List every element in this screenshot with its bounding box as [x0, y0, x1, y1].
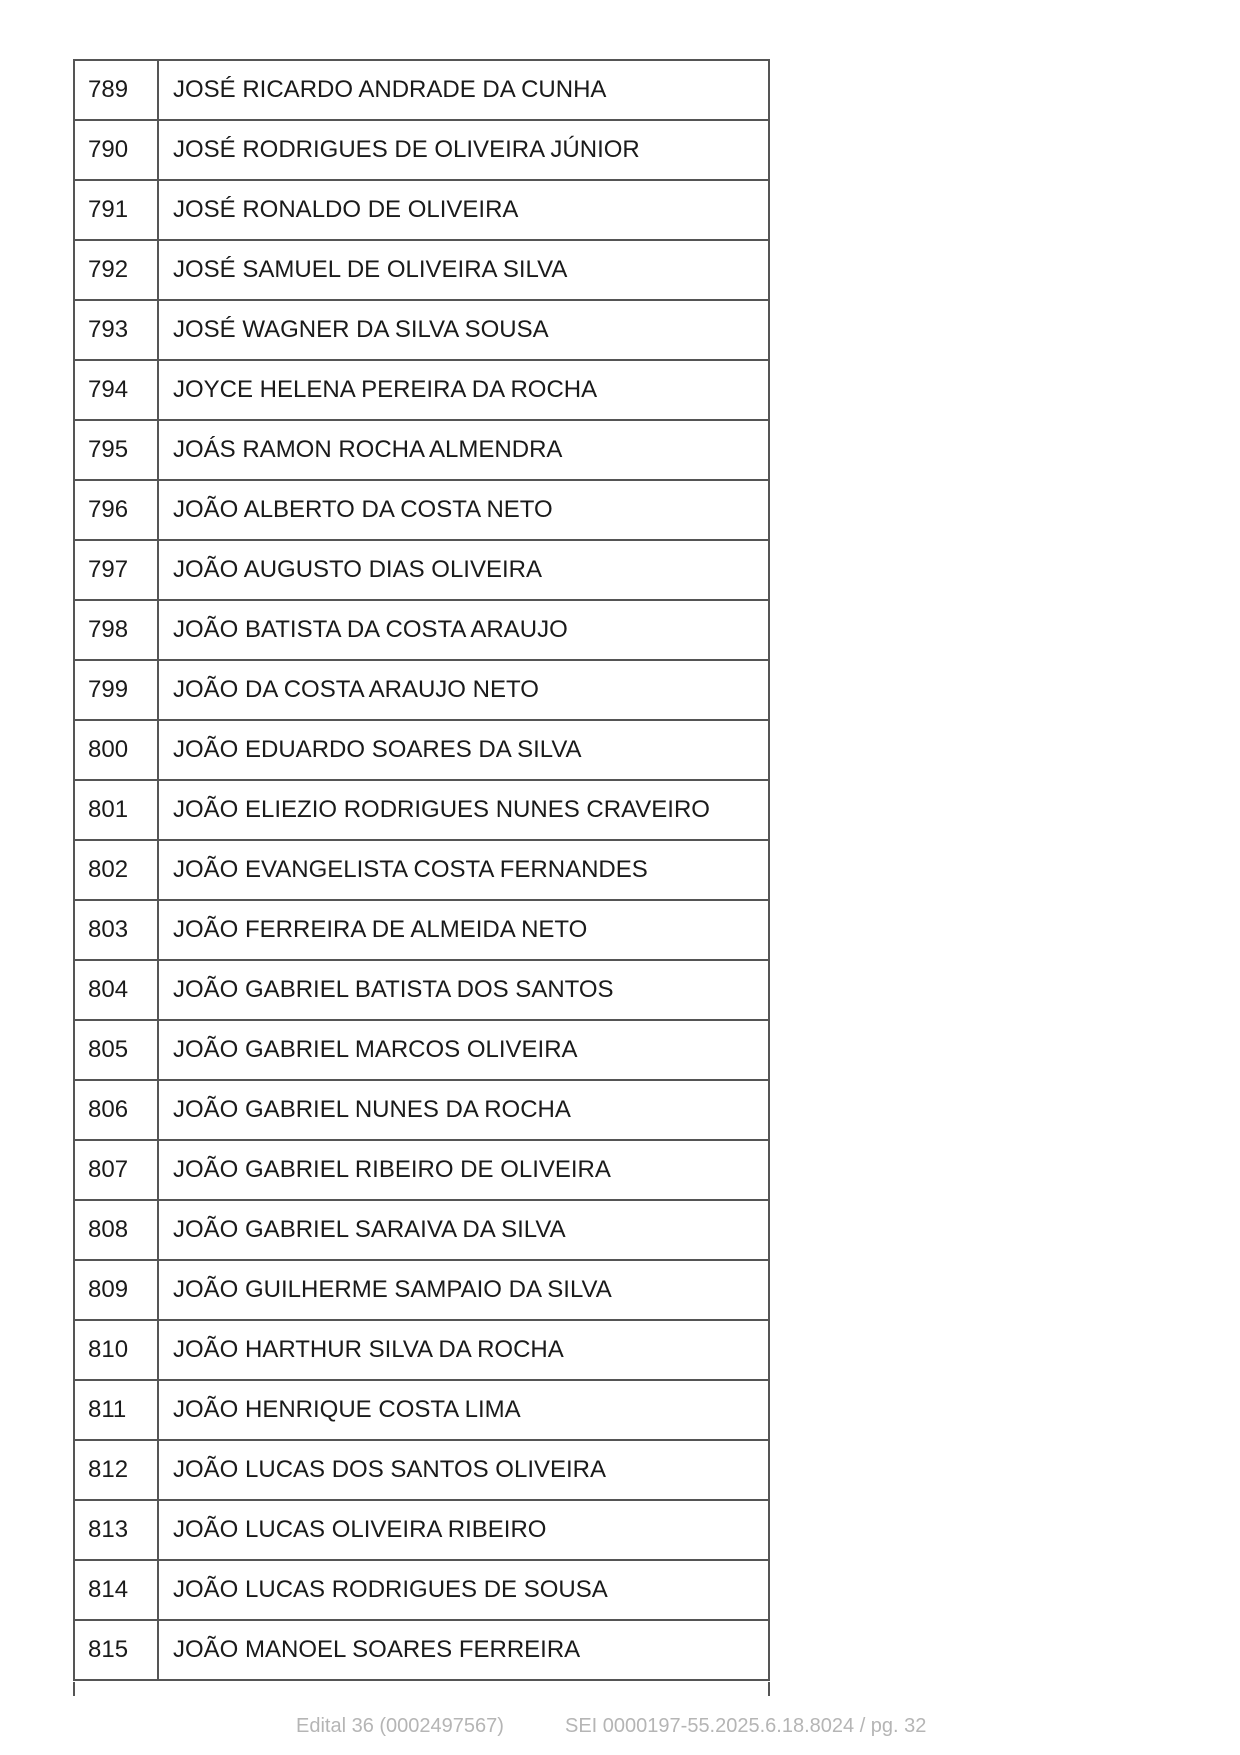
row-number: 804	[75, 961, 159, 1019]
row-number: 801	[75, 781, 159, 839]
table-row	[75, 1441, 768, 1501]
table-row	[75, 61, 768, 121]
row-number: 792	[75, 241, 159, 299]
names-table	[73, 59, 770, 1681]
row-name: JOÃO EDUARDO SOARES DA SILVA	[173, 736, 582, 763]
table-row	[75, 1381, 768, 1441]
row-name: JOSÉ WAGNER DA SILVA SOUSA	[173, 316, 549, 343]
row-name: JOÃO BATISTA DA COSTA ARAUJO	[173, 616, 568, 643]
table-row	[75, 181, 768, 241]
table-row	[75, 1561, 768, 1621]
row-name: JOÃO HENRIQUE COSTA LIMA	[173, 1396, 521, 1423]
document-reference: Edital 36 (0002497567)	[296, 1715, 504, 1737]
process-reference: SEI 0000197-55.2025.6.18.8024 / pg. 32	[565, 1715, 927, 1737]
row-number: 814	[75, 1561, 159, 1619]
row-name: JOÃO AUGUSTO DIAS OLIVEIRA	[173, 556, 542, 583]
row-name: JOÃO LUCAS DOS SANTOS OLIVEIRA	[173, 1456, 607, 1483]
table-row	[75, 721, 768, 781]
row-name: JOÁS RAMON ROCHA ALMENDRA	[173, 436, 563, 463]
row-number: 791	[75, 181, 159, 239]
table-row	[75, 781, 768, 841]
row-number: 793	[75, 301, 159, 359]
row-name: JOSÉ RICARDO ANDRADE DA CUNHA	[173, 76, 607, 103]
row-number: 810	[75, 1321, 159, 1379]
table-row	[75, 901, 768, 961]
row-number: 808	[75, 1201, 159, 1259]
table-row	[75, 481, 768, 541]
row-name: JOÃO ELIEZIO RODRIGUES NUNES CRAVEIRO	[173, 796, 710, 823]
row-name: JOSÉ RONALDO DE OLIVEIRA	[173, 196, 519, 223]
table-row	[75, 661, 768, 721]
row-name: JOÃO GUILHERME SAMPAIO DA SILVA	[173, 1276, 612, 1303]
table-row	[75, 121, 768, 181]
row-number: 803	[75, 901, 159, 959]
row-number: 799	[75, 661, 159, 719]
table-row	[75, 1501, 768, 1561]
row-name: JOÃO GABRIEL BATISTA DOS SANTOS	[173, 976, 614, 1003]
row-number: 794	[75, 361, 159, 419]
row-name: JOÃO GABRIEL RIBEIRO DE OLIVEIRA	[173, 1156, 611, 1183]
row-name: JOÃO GABRIEL SARAIVA DA SILVA	[173, 1216, 566, 1243]
row-name: JOÃO ALBERTO DA COSTA NETO	[173, 496, 553, 523]
row-name: JOSÉ SAMUEL DE OLIVEIRA SILVA	[173, 256, 568, 283]
table-row	[75, 541, 768, 601]
row-number: 815	[75, 1621, 159, 1679]
table-row	[75, 1201, 768, 1261]
row-name: JOÃO LUCAS RODRIGUES DE SOUSA	[173, 1576, 608, 1603]
row-number: 790	[75, 121, 159, 179]
row-number: 807	[75, 1141, 159, 1199]
row-number: 806	[75, 1081, 159, 1139]
row-name: JOÃO DA COSTA ARAUJO NETO	[173, 676, 539, 703]
row-name: JOÃO LUCAS OLIVEIRA RIBEIRO	[173, 1516, 547, 1543]
table-continuation	[73, 1682, 770, 1696]
row-number: 797	[75, 541, 159, 599]
row-name: JOÃO GABRIEL NUNES DA ROCHA	[173, 1096, 571, 1123]
row-number: 813	[75, 1501, 159, 1559]
row-name: JOÃO FERREIRA DE ALMEIDA NETO	[173, 916, 588, 943]
row-name: JOÃO EVANGELISTA COSTA FERNANDES	[173, 856, 648, 883]
table-row	[75, 1621, 768, 1681]
row-name: JOÃO MANOEL SOARES FERREIRA	[173, 1636, 581, 1663]
row-number: 798	[75, 601, 159, 659]
table-row	[75, 1081, 768, 1141]
row-number: 795	[75, 421, 159, 479]
table-row	[75, 1321, 768, 1381]
table-row	[75, 1021, 768, 1081]
row-number: 805	[75, 1021, 159, 1079]
table-row	[75, 841, 768, 901]
table-row	[75, 1261, 768, 1321]
row-name: JOÃO HARTHUR SILVA DA ROCHA	[173, 1336, 564, 1363]
table-row	[75, 961, 768, 1021]
row-number: 811	[75, 1381, 159, 1439]
table-row	[75, 241, 768, 301]
row-name: JOSÉ RODRIGUES DE OLIVEIRA JÚNIOR	[173, 136, 640, 163]
table-row	[75, 301, 768, 361]
row-number: 800	[75, 721, 159, 779]
table-row	[75, 601, 768, 661]
row-number: 789	[75, 61, 159, 119]
row-name: JOYCE HELENA PEREIRA DA ROCHA	[173, 376, 598, 403]
row-number: 796	[75, 481, 159, 539]
table-row	[75, 1141, 768, 1201]
table-row	[75, 361, 768, 421]
table-row	[75, 421, 768, 481]
row-name: JOÃO GABRIEL MARCOS OLIVEIRA	[173, 1036, 578, 1063]
row-number: 802	[75, 841, 159, 899]
row-number: 809	[75, 1261, 159, 1319]
row-number: 812	[75, 1441, 159, 1499]
